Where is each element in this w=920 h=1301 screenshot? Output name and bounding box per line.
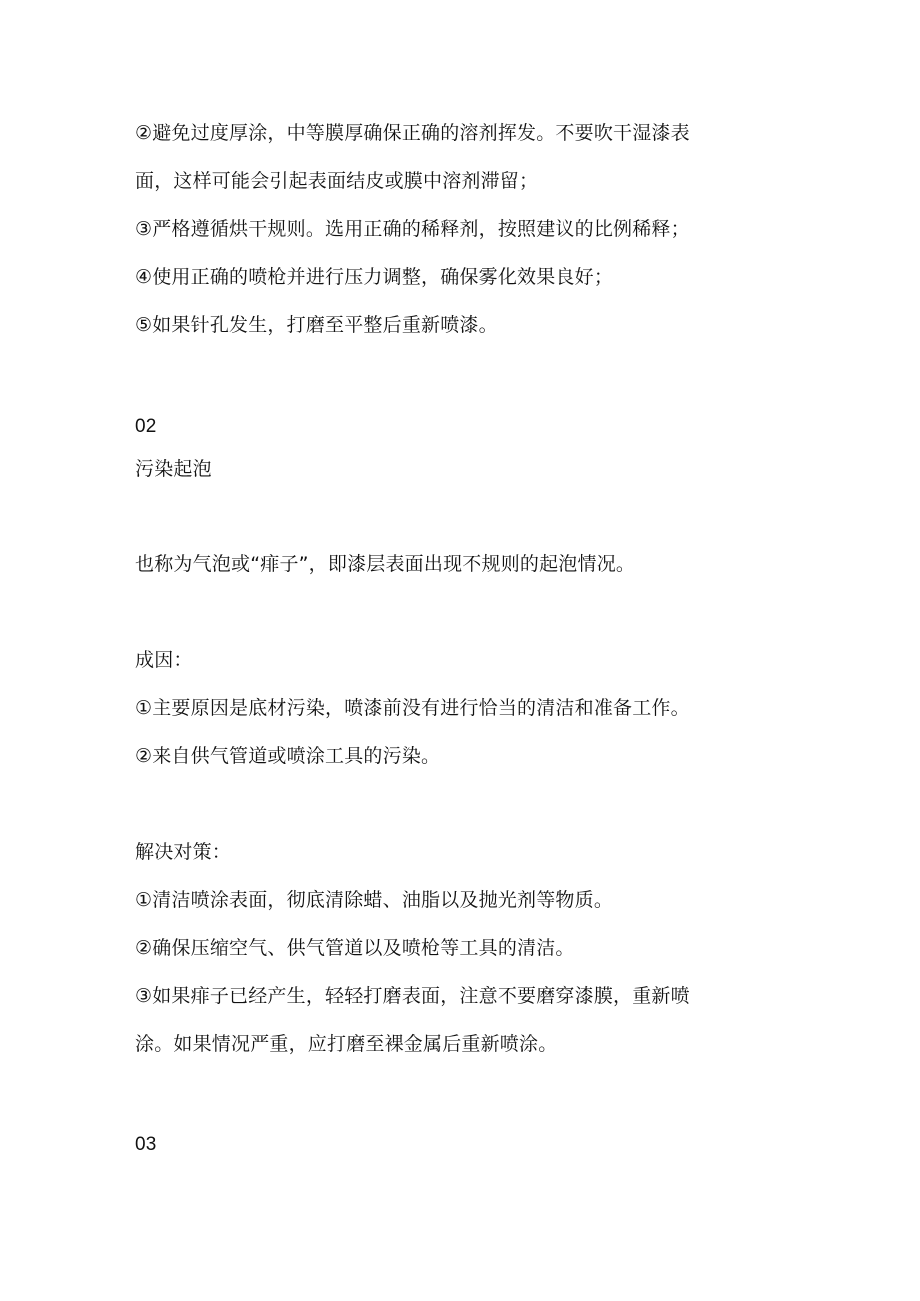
paragraph-line: ④使用正确的喷枪并进行压力调整，确保雾化效果良好；: [135, 266, 614, 288]
solutions-heading: 解决对策：: [135, 841, 232, 863]
solution-item: ③如果痱子已经产生，轻轻打磨表面，注意不要磨穿漆膜，重新喷: [135, 985, 690, 1007]
paragraph-line: ③严格遵循烘干规则。选用正确的稀释剂，按照建议的比例稀释；: [135, 218, 690, 240]
solution-item: ①清洁喷涂表面，彻底清除蜡、油脂以及抛光剂等物质。: [135, 889, 614, 911]
section-description: 也称为气泡或“痱子”，即漆层表面出现不规则的起泡情况。: [135, 553, 636, 575]
paragraph-line: 面，这样可能会引起表面结皮或膜中溶剂滞留；: [135, 170, 539, 192]
section-number: 03: [135, 1134, 157, 1155]
solution-item: 涂。如果情况严重，应打磨至裸金属后重新喷涂。: [135, 1033, 558, 1055]
paragraph-line: ⑤如果针孔发生，打磨至平整后重新喷漆。: [135, 314, 498, 336]
cause-item: ②来自供气管道或喷涂工具的污染。: [135, 745, 441, 767]
paragraph-line: ②避免过度厚涂，中等膜厚确保正确的溶剂挥发。不要吹干湿漆表: [135, 122, 690, 144]
cause-item: ①主要原因是底材污染，喷漆前没有进行恰当的清洁和准备工作。: [135, 697, 690, 719]
section-number: 02: [135, 416, 157, 437]
causes-heading: 成因：: [135, 649, 193, 671]
section-title: 污染起泡: [135, 458, 212, 480]
solution-item: ②确保压缩空气、供气管道以及喷枪等工具的清洁。: [135, 937, 575, 959]
